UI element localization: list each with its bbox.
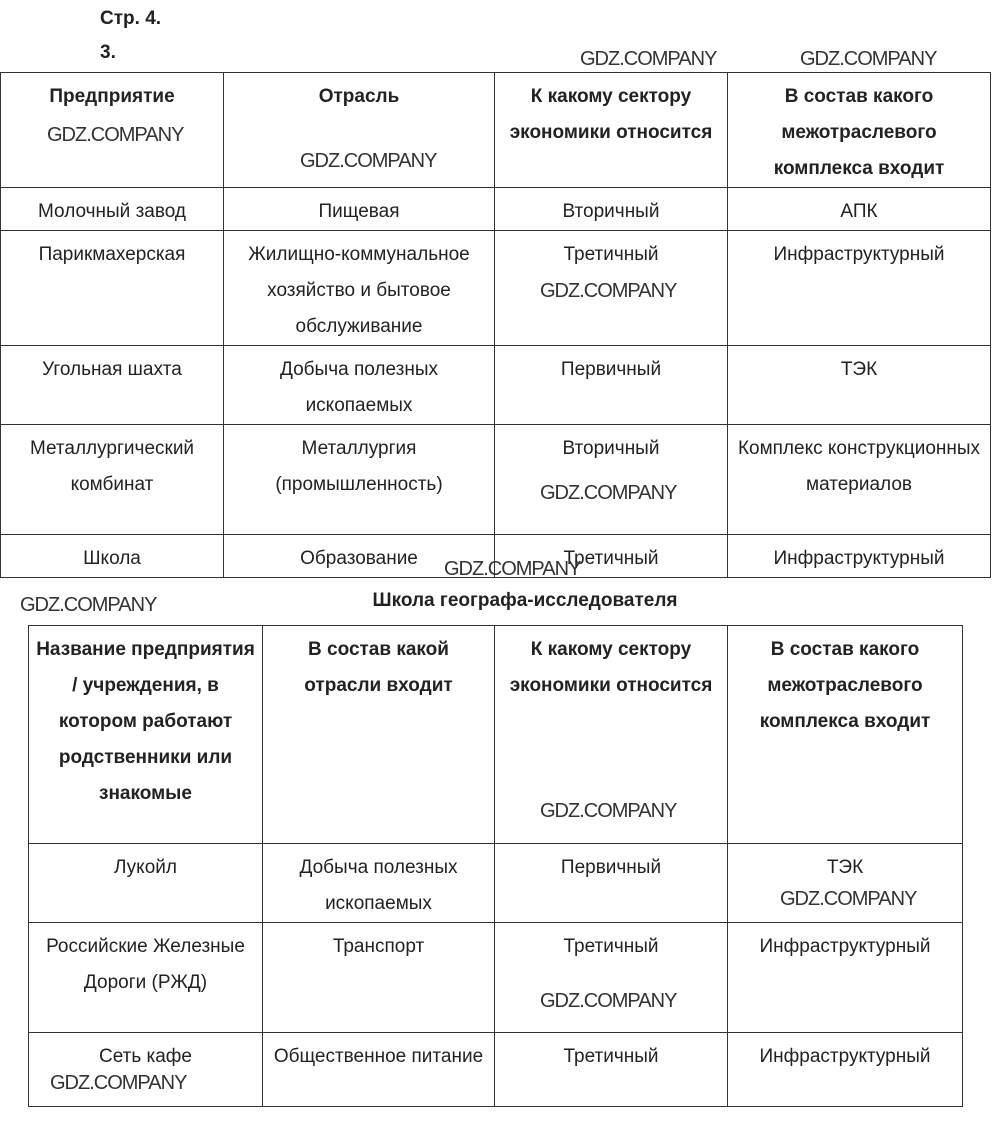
cell: Российские Железные Дороги (РЖД) xyxy=(29,923,263,1033)
cell: ТЭК xyxy=(728,844,963,923)
cell: Третичный xyxy=(495,923,728,1033)
table-row xyxy=(29,844,963,923)
cell: Инфраструктурный xyxy=(728,535,991,578)
header-cell: В состав какого межотраслевого комплекса входит xyxy=(728,626,963,844)
table-row xyxy=(1,425,991,535)
table-header-row xyxy=(29,626,963,844)
cell: Третичный xyxy=(495,535,728,578)
table-row xyxy=(1,188,991,231)
watermark: GDZ.COMPANY xyxy=(540,800,677,822)
industry-table xyxy=(0,72,991,578)
watermark: GDZ.COMPANY xyxy=(47,124,184,146)
cell: Третичный xyxy=(495,1033,728,1107)
cell: Школа xyxy=(1,535,224,578)
header-cell: К какому сектору экономики относится xyxy=(495,626,728,844)
cell: Жилищно-коммунальное хозяйство и бытовое обслуживание xyxy=(224,231,495,346)
cell: Угольная шахта xyxy=(1,346,224,425)
cell: Вторичный xyxy=(495,188,728,231)
watermark: GDZ.COMPANY xyxy=(780,888,917,910)
table-row xyxy=(29,1033,963,1107)
page-label: Стр. 4. xyxy=(100,8,162,29)
cell: Пищевая xyxy=(224,188,495,231)
cell: Общественное питание xyxy=(263,1033,495,1107)
cell: Лукойл xyxy=(29,844,263,923)
cell: Добыча полезных ископаемых xyxy=(224,346,495,425)
cell: Инфраструктурный xyxy=(728,231,991,346)
cell: Первичный xyxy=(495,346,728,425)
cell: Вторичный xyxy=(495,425,728,535)
cell: АПК xyxy=(728,188,991,231)
header-cell: Название предприятия / учреждения, в котором работают родственники или знакомые xyxy=(29,626,263,844)
table-row xyxy=(29,923,963,1033)
header-cell: В состав какого межотраслевого комплекса входит xyxy=(728,73,991,188)
watermark: GDZ.COMPANY xyxy=(20,594,157,616)
cell: Инфраструктурный xyxy=(728,923,963,1033)
cell: Металлургический комбинат xyxy=(1,425,224,535)
watermark: GDZ.COMPANY xyxy=(580,48,717,70)
watermark: GDZ.COMPANY xyxy=(800,48,937,70)
cell: Транспорт xyxy=(263,923,495,1033)
cell: Инфраструктурный xyxy=(728,1033,963,1107)
table-header-row xyxy=(1,73,991,188)
cell: Комплекс конструкционных материалов xyxy=(728,425,991,535)
header-cell: В состав какой отрасли входит xyxy=(263,626,495,844)
cell: Первичный xyxy=(495,844,728,923)
cell: Третичный xyxy=(495,231,728,346)
watermark: GDZ.COMPANY xyxy=(444,558,581,580)
cell: ТЭК xyxy=(728,346,991,425)
watermark: GDZ.COMPANY xyxy=(540,482,677,504)
header-cell: Предприятие xyxy=(1,73,224,188)
cell: Сеть кафе xyxy=(29,1033,263,1107)
watermark: GDZ.COMPANY xyxy=(50,1072,187,1094)
section-title: Школа географа-исследователя xyxy=(372,590,678,611)
cell: Молочный завод xyxy=(1,188,224,231)
watermark: GDZ.COMPANY xyxy=(300,150,437,172)
header-cell: К какому сектору экономики относится xyxy=(495,73,728,188)
cell: Добыча полезных ископаемых xyxy=(263,844,495,923)
table-row xyxy=(1,231,991,346)
watermark: GDZ.COMPANY xyxy=(540,990,677,1012)
research-table xyxy=(28,625,963,1107)
table-row xyxy=(1,346,991,425)
cell: Образование xyxy=(224,535,495,578)
cell: Парикмахерская xyxy=(1,231,224,346)
watermark: GDZ.COMPANY xyxy=(540,280,677,302)
task-number: 3. xyxy=(100,42,116,63)
table-row xyxy=(1,535,991,578)
header-cell: Отрасль xyxy=(224,73,495,188)
cell: Металлургия (промышленность) xyxy=(224,425,495,535)
